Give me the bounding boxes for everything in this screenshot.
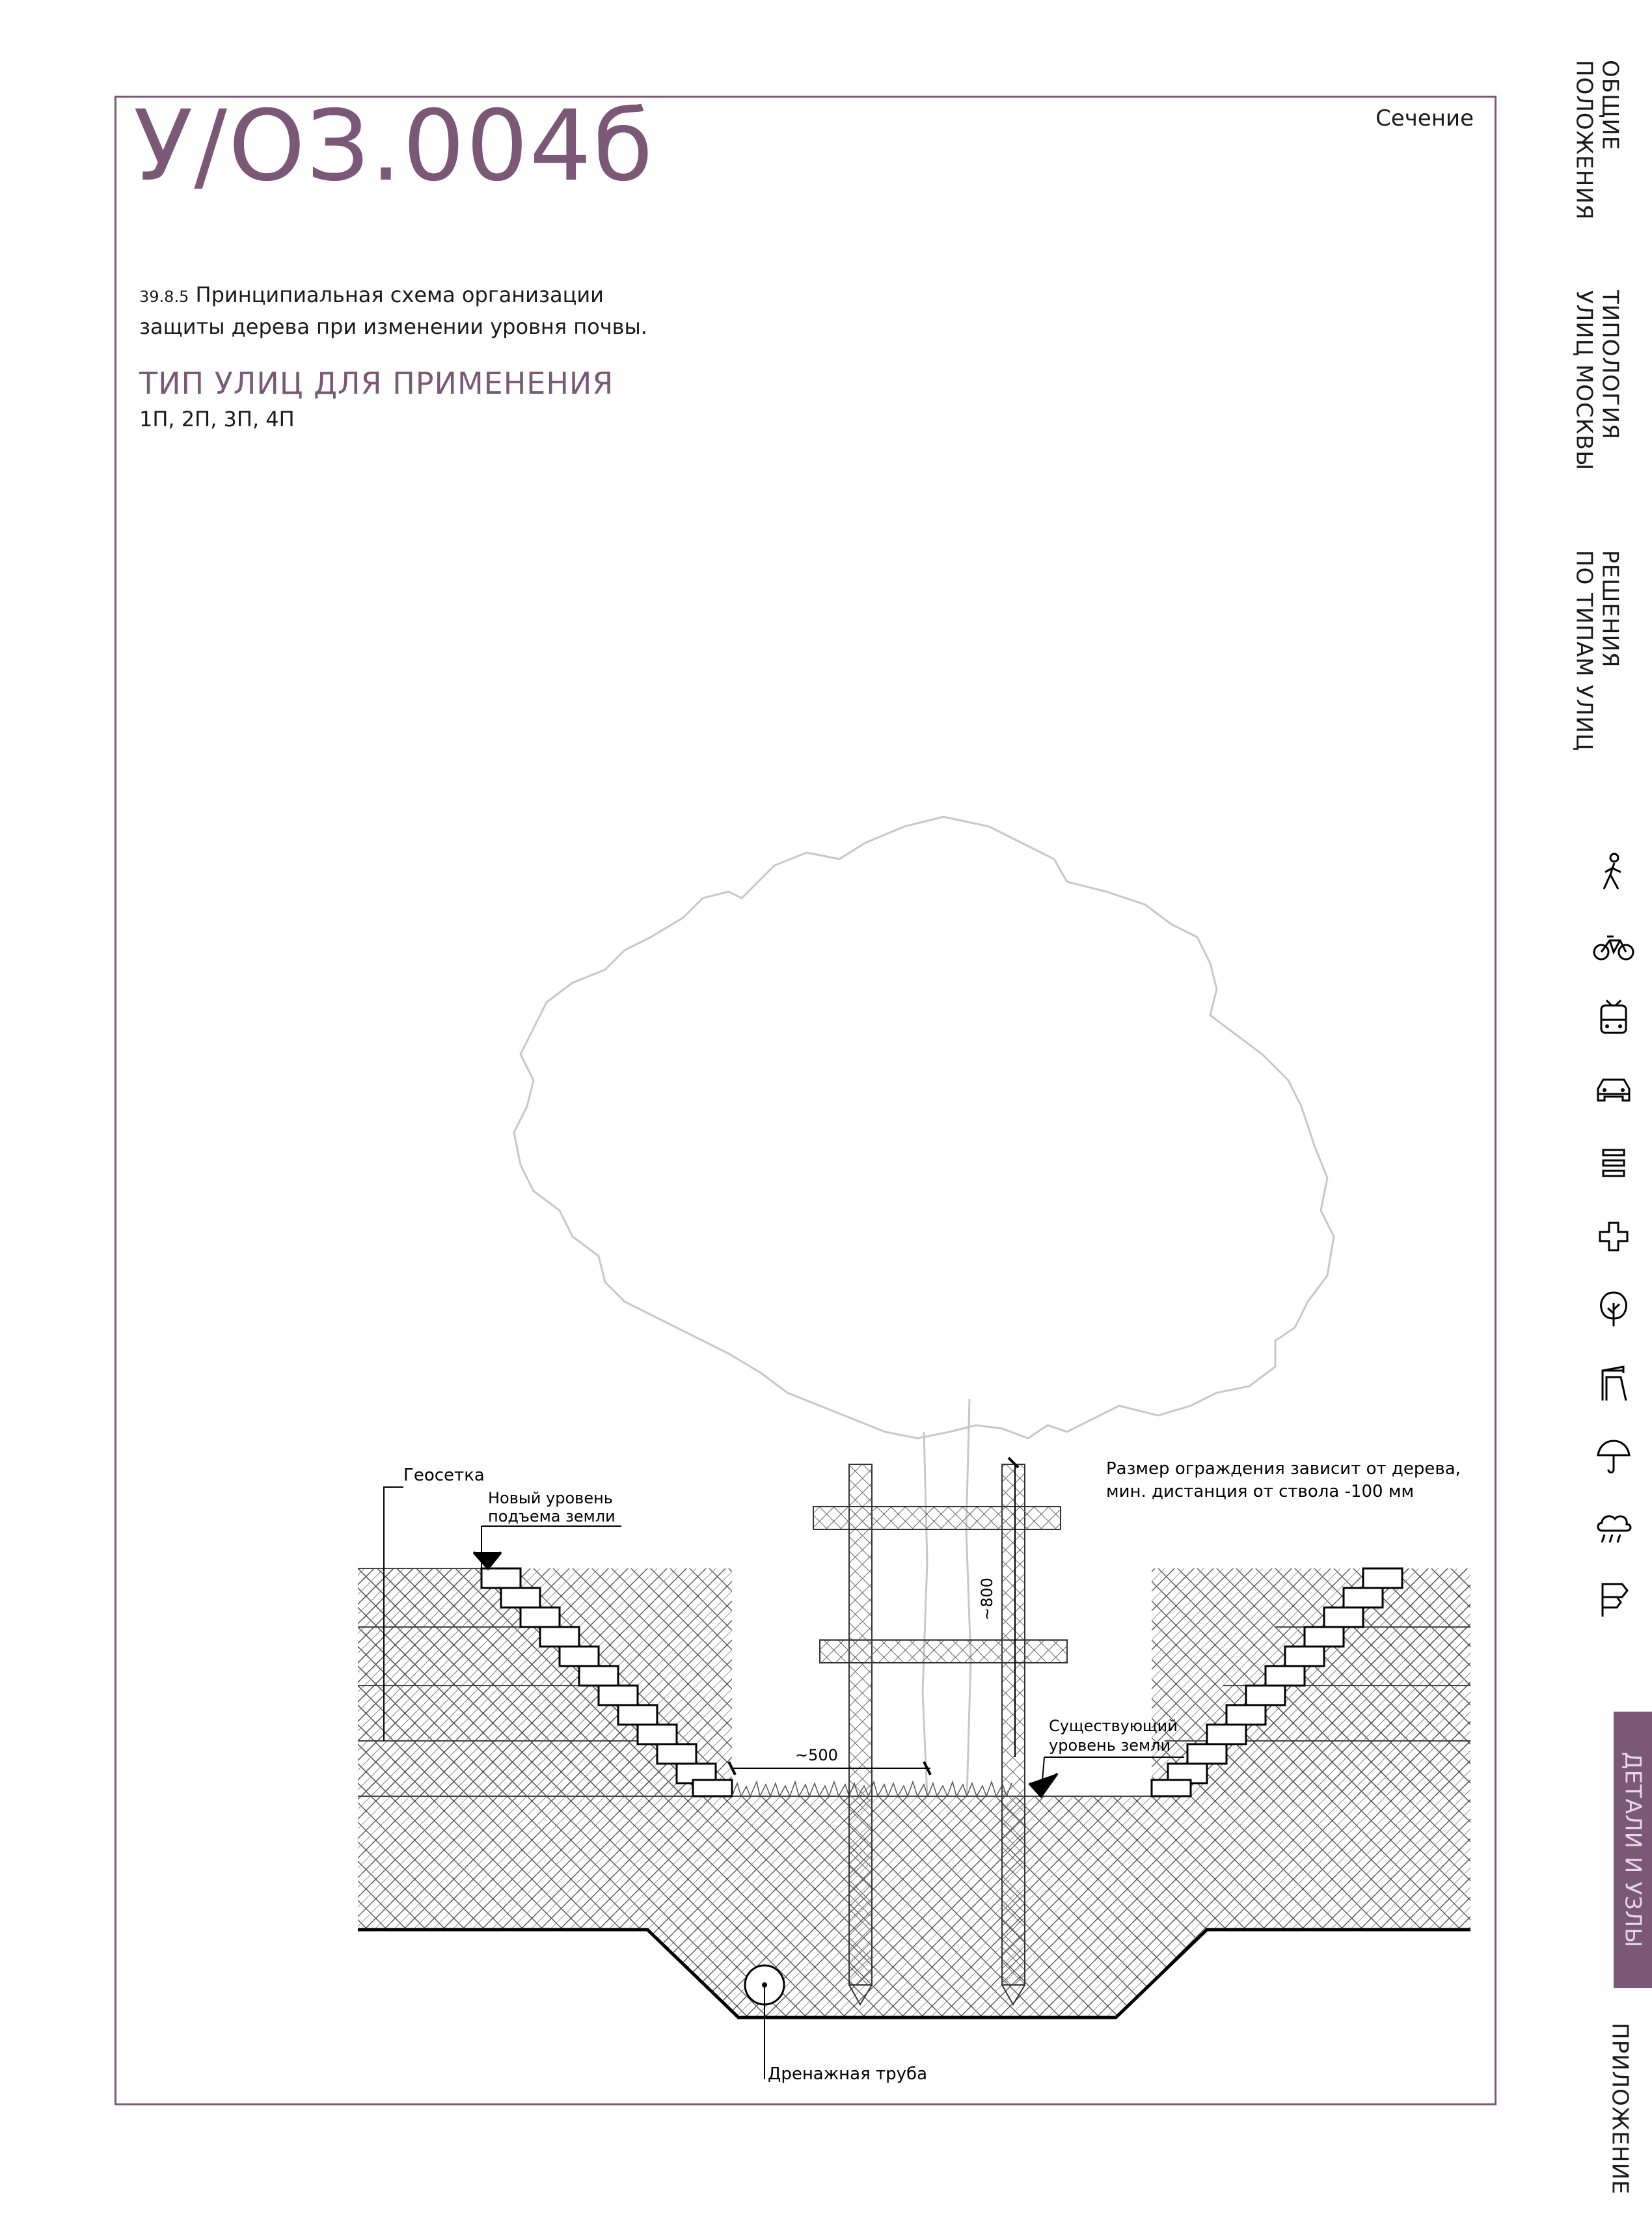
description-number: 39.8.5 bbox=[139, 288, 189, 306]
new-level-label-1: Новый уровень bbox=[488, 1489, 613, 1507]
crosswalk-icon[interactable] bbox=[1588, 1138, 1640, 1190]
fence-post-right bbox=[1002, 1464, 1025, 2004]
pedestrian-icon[interactable] bbox=[1588, 846, 1640, 898]
medical-cross-icon[interactable] bbox=[1588, 1210, 1640, 1263]
sidebar-item-label: ОБЩИЕ ПОЛОЖЕНИЯ bbox=[1571, 59, 1623, 221]
sidebar-item-label: ДЕТАЛИ И УЗЛЫ bbox=[1619, 1751, 1646, 1949]
sidebar-item-details[interactable] bbox=[1614, 1712, 1652, 1988]
sidebar-item-solutions[interactable] bbox=[1542, 543, 1652, 758]
trolleybus-icon[interactable] bbox=[1588, 992, 1640, 1045]
umbrella-icon[interactable] bbox=[1588, 1430, 1640, 1483]
fence-note-1: Размер ограждения зависит от дерева, bbox=[1106, 1459, 1461, 1479]
existing-level-label-2: уровень земли bbox=[1049, 1736, 1171, 1755]
tree-canopy-outline bbox=[514, 817, 1334, 1438]
view-label: Сечение bbox=[1375, 105, 1474, 131]
fence-rail-lower bbox=[820, 1640, 1067, 1663]
car-icon[interactable] bbox=[1588, 1064, 1640, 1116]
page-code: У/ОЗ.004б bbox=[133, 90, 655, 203]
street-types-values: 1П, 2П, 3П, 4П bbox=[139, 407, 295, 431]
dim-800-label: ~800 bbox=[978, 1578, 996, 1620]
tree-trunk bbox=[923, 1399, 971, 1796]
dim-500-label: ~500 bbox=[795, 1746, 838, 1764]
description-line-2: защиты дерева при изменении уровня почвы. bbox=[139, 314, 647, 339]
fence-rail-upper bbox=[813, 1507, 1061, 1529]
bus-stop-icon[interactable] bbox=[1588, 1358, 1640, 1410]
street-types-heading: ТИП УЛИЦ ДЛЯ ПРИМЕНЕНИЯ bbox=[139, 366, 614, 401]
description-line-1: Принципиальная схема организации bbox=[195, 282, 604, 307]
geogrid-label: Геосетка bbox=[403, 1466, 485, 1485]
new-level-label-2: подъема земли bbox=[488, 1507, 616, 1525]
drain-pipe-label: Дренажная труба bbox=[768, 2064, 928, 2084]
rain-cloud-icon[interactable] bbox=[1588, 1502, 1640, 1554]
fence-post-left bbox=[849, 1464, 872, 2004]
existing-level-label-1: Существующий bbox=[1049, 1717, 1178, 1735]
sidebar-item-general[interactable] bbox=[1542, 59, 1652, 221]
sidebar-item-label: ТИПОЛОГИЯ УЛИЦ МОСКВЫ bbox=[1571, 290, 1623, 471]
fence-note-2: мин. дистанция от ствола -100 мм bbox=[1106, 1482, 1415, 1501]
tree-icon[interactable] bbox=[1588, 1283, 1640, 1335]
sidebar-item-label: ПРИЛОЖЕНИЕ bbox=[1606, 2022, 1633, 2195]
bicycle-icon[interactable] bbox=[1588, 921, 1640, 973]
sidebar-item-label: РЕШЕНИЯ ПО ТИПАМ УЛИЦ bbox=[1571, 550, 1623, 752]
sidebar-item-typology[interactable] bbox=[1542, 290, 1652, 472]
sidebar-item-appendix[interactable] bbox=[1588, 2011, 1652, 2206]
signboard-icon[interactable] bbox=[1588, 1574, 1640, 1626]
